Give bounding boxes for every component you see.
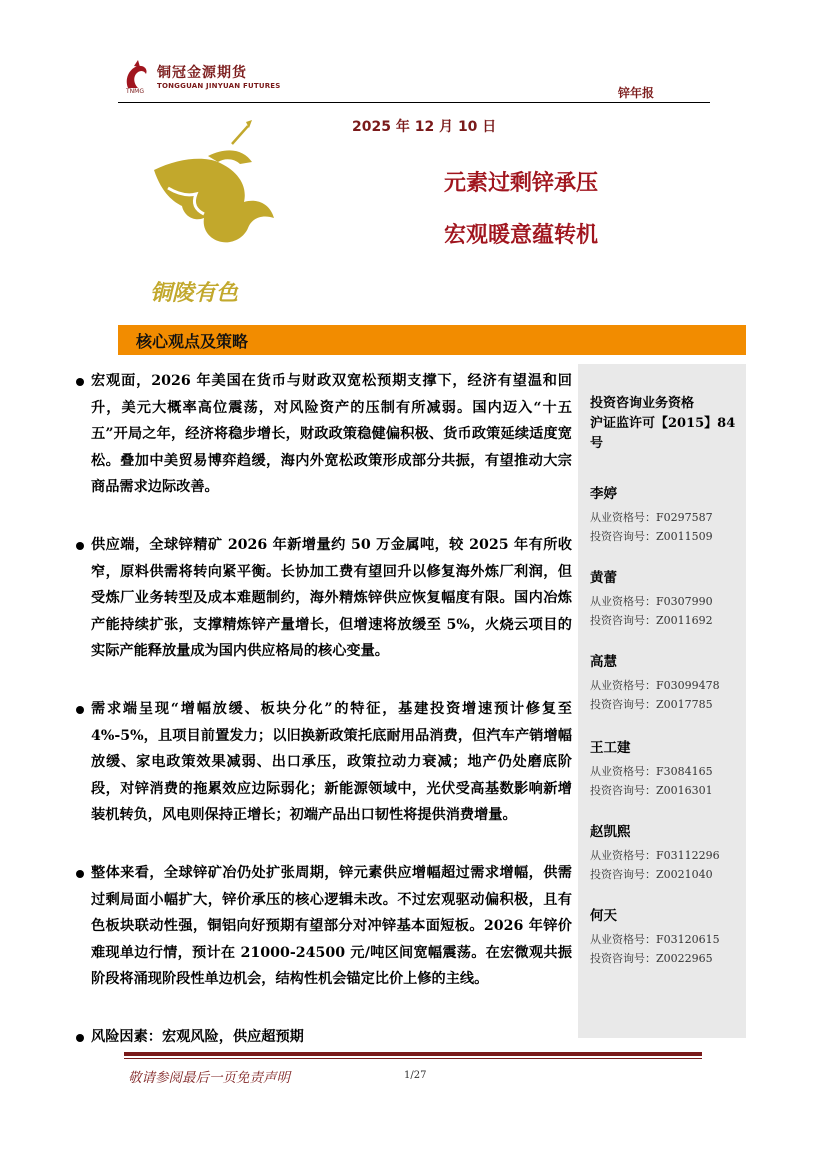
bullet-macro [80,368,572,532]
analyst-card [590,650,740,714]
analyst-name: 黄蕾 [590,570,617,586]
analyst-card [590,482,740,546]
company-name-cn: 铜冠金源期货 [157,65,247,81]
page-number: 1/27 [404,1070,427,1081]
analyst-name: 何天 [590,908,617,924]
analyst-invest-no: 投资咨询号：Z0021040 [590,868,713,881]
analyst-card [590,566,740,630]
report-type: 锌年报 [618,86,655,100]
analyst-cert-no: 从业资格号：F3084165 [590,765,713,778]
company-name-en: TONGGUAN JINYUAN FUTURES [157,82,281,90]
tongling-emblem-icon [148,118,278,308]
analyst-card [590,820,740,884]
analyst-name: 赵凯熙 [590,824,631,840]
section-title: 核心观点及策略 [136,332,249,351]
analyst-cert-no: 从业资格号：F03120615 [590,933,720,946]
bullet-overall [80,860,572,1024]
analyst-card [590,736,740,800]
bullet-text: 整体来看，全球锌矿冶仍处扩张周期，锌元素供应增幅超过需求增幅，供需过剩局面小幅扩大，锌价承压的核心逻辑未改。不过宏观驱动偏积极，且有色板块联动性强，铜铝向好预期有望部分对冲锌基本面短板。2026 年锌价难现单边行情，预计在 21000-24500 元/吨区间宽幅震荡。在宏微观共振阶段将涌现阶段性单边机会，结构性机会锚定比价上修的主线。 [91,865,572,987]
bullet-demand [80,696,572,860]
analyst-cert-no: 从业资格号：F03112296 [590,849,720,862]
bullet-dot-icon [76,378,84,386]
bullet-dot-icon [76,706,84,714]
footer-divider [124,1052,702,1056]
bullet-dot-icon [76,542,84,550]
bullet-text: 供应端，全球锌精矿 2026 年新增量约 50 万金属吨，较 2025 年有所收窄，原料供需将转向紧平衡。长协加工费有望回升以修复海外炼厂利润，但受炼厂业务转型及成本难题制约，海外精炼锌供应恢复幅度有限。国内冶炼产能持续扩张，支撑精炼锌产量增长，但增速将放缓至 5%，火烧云项目的实际产能释放量成为国内供应格局的核心变量。 [91,537,572,659]
analyst-invest-no: 投资咨询号：Z0016301 [590,784,713,797]
analyst-cert-no: 从业资格号：F0297587 [590,511,713,524]
analyst-cert-no: 从业资格号：F03099478 [590,679,720,692]
license-line2: 沪证监许可【2015】84号 [590,416,736,451]
bullet-supply [80,532,572,696]
analyst-invest-no: 投资咨询号：Z0011509 [590,530,713,543]
license-line1: 投资咨询业务资格 [590,396,695,411]
bullet-dot-icon [76,870,84,878]
analyst-cert-no: 从业资格号：F0307990 [590,595,713,608]
report-date: 2025 年 12 月 10 日 [352,119,497,135]
license-info [590,394,740,454]
bullet-dot-icon [76,1034,84,1042]
header-divider [118,102,710,103]
report-title-line2: 宏观暖意蕴转机 [444,223,599,248]
bullet-text: 风险因素：宏观风险，供应超预期 [91,1029,304,1045]
bullet-text: 需求端呈现“增幅放缓、板块分化”的特征，基建投资增速预计修复至 4%-5%，且项目前置发力；以旧换新政策托底耐用品消费，但汽车产销增幅放缓、家电政策效果减弱、出口承压，政策拉动力衰减；地产仍处磨底阶段，对锌消费的拖累效应边际弱化；新能源领域中，光伏受高基数影响新增装机转负，风电则保持正增长；初端产品出口韧性将提供消费增量。 [91,701,572,823]
analyst-name: 高慧 [590,654,617,670]
analyst-invest-no: 投资咨询号：Z0017785 [590,698,713,711]
company-abbr: TNMG [126,88,144,95]
footer-divider-thin [124,1058,702,1059]
emblem-script-text: 铜陵有色 [150,280,239,306]
core-views-body [80,368,572,1051]
bullet-risk [80,1024,572,1051]
analyst-name: 王工建 [590,740,631,756]
analyst-invest-no: 投资咨询号：Z0022965 [590,952,713,965]
report-title-line1: 元素过剩锌承压 [444,171,599,196]
bullet-text: 宏观面，2026 年美国在货币与财政双宽松预期支撑下，经济有望温和回升，美元大概率高位震荡，对风险资产的压制有所减弱。国内迈入“十五五”开局之年，经济将稳步增长，财政政策稳健偏积极、货币政策延续适度宽松。叠加中美贸易博弈趋缓，海内外宽松政策形成部分共振，有望推动大宗商品需求边际改善。 [91,373,572,495]
disclaimer-note: 敬请参阅最后一页免责声明 [128,1070,290,1086]
analyst-name: 李婷 [590,486,617,502]
analyst-card [590,904,740,968]
analyst-invest-no: 投资咨询号：Z0011692 [590,614,713,627]
